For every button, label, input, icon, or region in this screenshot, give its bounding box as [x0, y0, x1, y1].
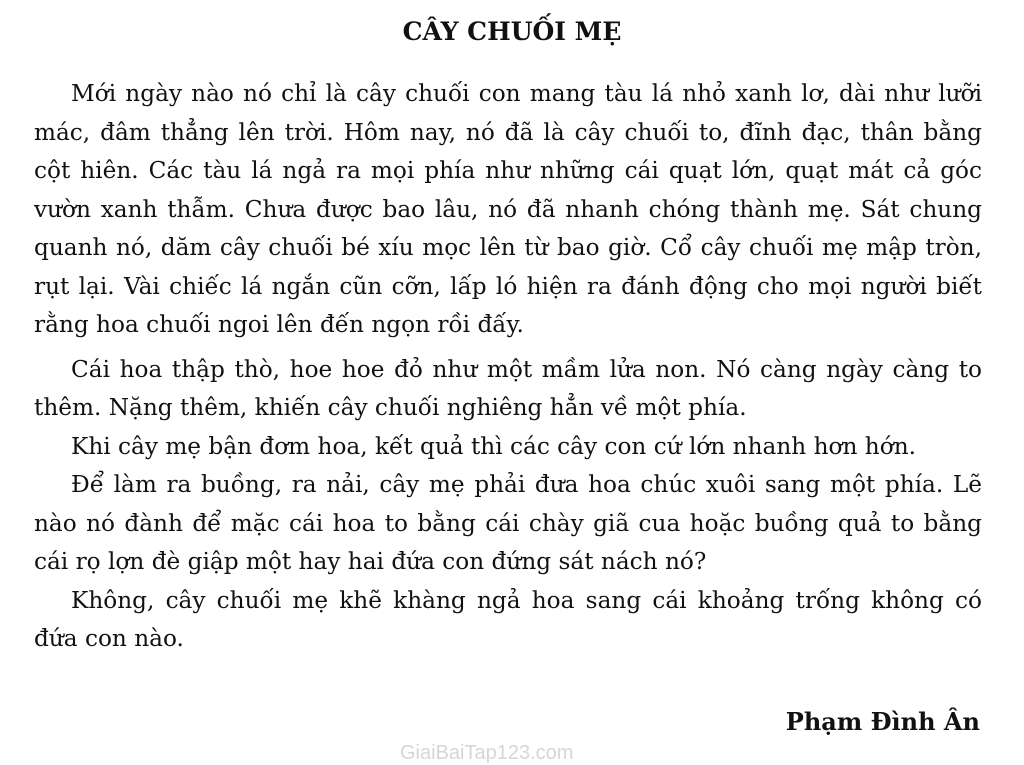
document-title: CÂY CHUỐI MẸ — [402, 17, 622, 46]
paragraph-2: Cái hoa thập thò, hoe hoe đỏ như một mầm lửa non. Nó càng ngày càng to thêm. Nặng thêm, khiến cây chuối nghiêng hẳn về một phía. — [34, 355, 982, 421]
paragraph-3: Khi cây mẹ bận đơm hoa, kết quả thì các cây con cứ lớn nhanh hơn hớn. — [71, 432, 917, 460]
paragraph-4: Để làm ra buồng, ra nải, cây mẹ phải đưa hoa chúc xuôi sang một phía. Lẽ nào nó đành để mặc cái hoa to bằng cái chày giã cua hoặc buồng quả to bằng cái rọ lợn đè giập một hay hai đứa con đứng sát nách nó? — [34, 471, 982, 575]
paragraph-1: Mới ngày nào nó chỉ là cây chuối con mang tàu lá nhỏ xanh lơ, dài như lưỡi mác, đâm thẳng lên trời. Hôm nay, nó đã là cây chuối to, đĩnh đạc, thân bằng cột hiên. Các tàu lá ngả ra mọi phía như những cái quạt lớn, quạt mát cả góc vườn xanh thẫm. Chưa được bao lâu, nó đã nhanh chóng thành mẹ. Sát chung quanh nó, dăm cây chuối bé xíu mọc lên từ bao giờ. Cổ cây chuối mẹ mập tròn, rụt lại. Vài chiếc lá ngắn cũn cỡn, lấp ló hiện ra đánh động cho mọi người biết rằng hoa chuối ngoi lên đến ngọn rồi đấy. — [34, 80, 982, 338]
watermark-text: GiaiBaiTap123.com — [400, 742, 574, 764]
document-body — [34, 75, 982, 659]
author-name: Phạm Đình Ân — [785, 707, 980, 736]
paragraph-5: Không, cây chuối mẹ khẽ khàng ngả hoa sang cái khoảng trống không có đứa con nào. — [34, 586, 982, 652]
